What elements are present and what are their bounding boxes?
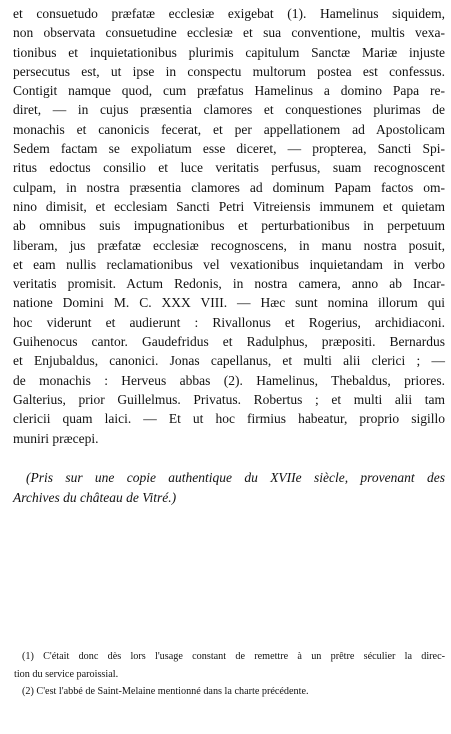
text-line: et eam nullis reclamationibus vel vexationibus inquietandam in verbo [13,256,445,272]
source-line: (Pris sur une copie authentique du XVIIe siècle, provenant des [26,470,445,485]
text-line: Contigit namque quod, cum præfatus Hamelinus a domino Papa re- [13,83,445,99]
text-line: liberam, jus præfatæ ecclesiæ recognoscens, in manu nostra posuit, [13,237,445,253]
text-line: nino dimisit, et ecclesiam Sancti Petri Vitreiensis immunem et quietam [13,198,445,214]
text-line: ab omnibus suis impugnationibus et perturbationibus in perpetuum [13,218,445,234]
text-line: et Enjubaldus, canonici. Jonas capellanus, et multi alii clerici ; — [13,353,445,369]
source-note [13,468,445,507]
text-line: persecutus est, ut ipse in conspectu multorum postea est confessus. [13,63,445,79]
footnotes [14,648,445,701]
text-line: monachis et canonicis fecerat, et per appellationem ad Apostolicam [13,121,445,137]
charter-body-text [13,4,445,448]
footnote-line: tion du service paroissial. [14,668,119,680]
text-line: muniri præcepi. [13,430,99,446]
text-line: ritus edoctus consilio et luce veritatis perfusus, suam recognoscent [13,160,445,176]
text-line: et consuetudo præfatæ ecclesiæ exigebat (1). Hamelinus siquidem, [13,6,445,21]
text-line: clericii quam laici. — Et ut hoc firmius habeatur, proprio sigillo [13,411,445,427]
text-line: Galterius, prior Guillelmus. Privatus. Robertus ; et multi alii tam [13,391,445,407]
footnote-line: (1) C'était donc dès lors l'usage constant de remettre à un prêtre séculier la direc- [22,651,445,662]
text-line: tionibus et inquietationibus plurimis capitulum Sanctæ Mariæ injuste [13,44,445,60]
text-line: veritatis promisit. Actum Redonis, in nostra camera, anno ab Incar- [13,276,445,292]
text-line: Sedem factam se expoliatum esse diceret, — propterea, Sancti Spi- [13,141,445,157]
source-line: Archives du château de Vitré.) [13,489,177,505]
text-line: culpam, in nostra præsentia clamores ad dominum Papam factos om- [13,179,445,195]
text-line: diret, — in cujus præsentia clamores et conquestiones plurimas de [13,102,445,118]
text-line: de monachis : Herveus abbas (2). Hamelinus, Thebaldus, priores. [13,372,445,388]
text-line: non observata consuetudine ecclesiæ et sua conventione, multis vexa- [13,25,445,41]
text-line: natione Domini M. C. XXX VIII. — Hæc sunt nomina illorum qui [13,295,445,311]
text-line: Guihenocus cantor. Gaudefridus et Radulphus, præpositi. Bernardus [13,334,445,350]
footnote-line: (2) C'est l'abbé de Saint-Melaine mentionné dans la charte précédente. [22,686,309,697]
text-line: hoc viderunt et audierunt : Rivallonus et Rogerius, archidiaconi. [13,314,445,330]
